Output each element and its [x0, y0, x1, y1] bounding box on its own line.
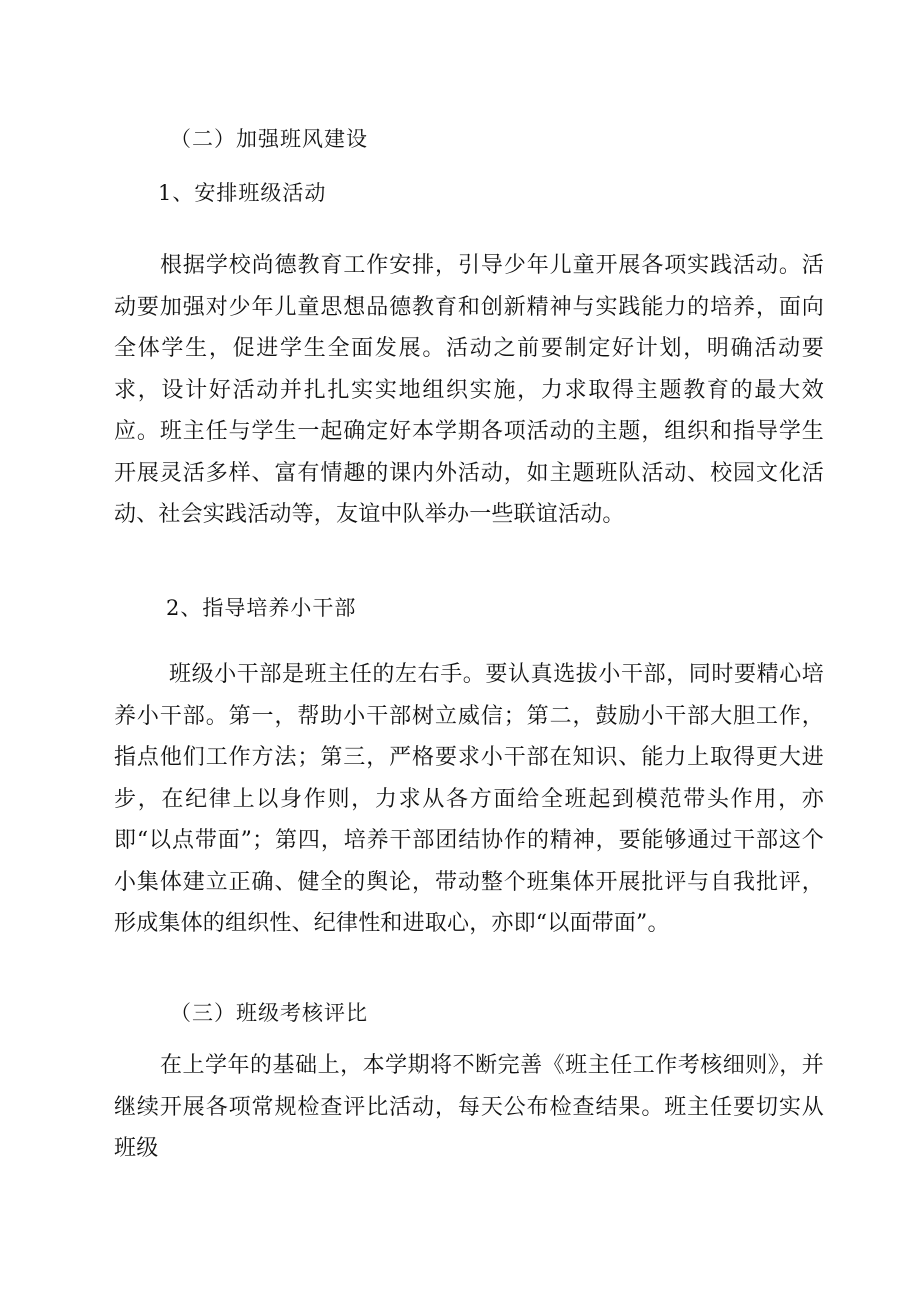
subsection-heading-1: 1、安排班级活动	[158, 181, 327, 205]
paragraph-class-cadres: 班级小干部是班主任的左右手。要认真选拔小干部，同时要精心培养小干部。第一，帮助小干部树立威信；第二，鼓励小干部大胆工作，指点他们工作方法；第三，严格要求小干部在知识、能力上取得更大进步，在纪律上以身作则，力求从各方面给全班起到模范带头作用，亦即“以点带面”；第四，培养干部团结协作的精神，要能够通过干部这个小集体建立正确、健全的舆论，带动整个班集体开展批评与自我批评，形成集体的组织性、纪律性和进取心，亦即“以面带面”。	[114, 662, 824, 936]
section-heading-2: （二）加强班风建设	[170, 127, 368, 151]
paragraph-class-evaluation: 在上学年的基础上，本学期将不断完善《班主任工作考核细则》，并继续开展各项常规检查评比活动，每天公布检查结果。班主任要切实从班级	[114, 1053, 824, 1161]
paragraph-class-activities: 根据学校尚德教育工作安排，引导少年儿童开展各项实践活动。活动要加强对少年儿童思想品德教育和创新精神与实践能力的培养，面向全体学生，促进学生全面发展。活动之前要制定好计划，明确活动要求，设计好活动并扎扎实实地组织实施，力求取得主题教育的最大效应。班主任与学生一起确定好本学期各项活动的主题，组织和指导学生开展灵活多样、富有情趣的课内外活动，如主题班队活动、校园文化活动、社会实践活动等，友谊中队举办一些联谊活动。	[114, 253, 824, 527]
section-heading-3: （三）班级考核评比	[170, 1001, 368, 1025]
subsection-heading-2: 2、指导培养小干部	[166, 596, 357, 620]
